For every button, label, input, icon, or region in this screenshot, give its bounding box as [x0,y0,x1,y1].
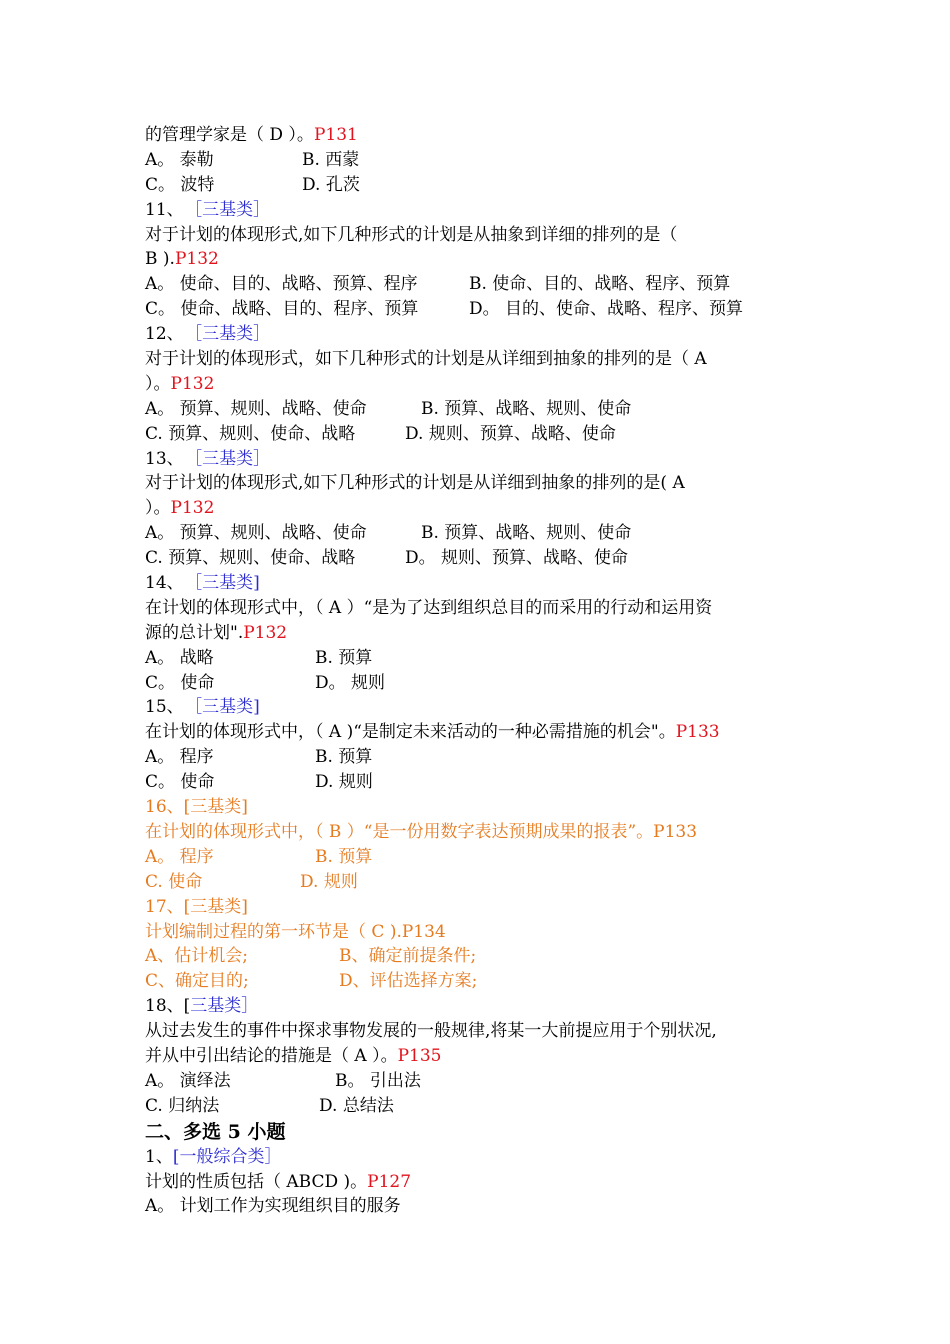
question-header: 1、[一般综合类］ [145,1146,282,1167]
question-text: B ).P132 [145,249,219,270]
question-header: 16、[三基类] [145,797,248,818]
category-tag: ［三基类］ [193,199,271,220]
question-text: 对于计划的体现形式，如下几种形式的计划是从详细到抽象的排列的是（ A [145,349,707,370]
page-ref: P132 [243,622,288,643]
page-ref: P132 [170,498,215,519]
option-row: A。 泰勒 B. 西蒙 [145,149,360,170]
option-row: A。 计划工作为实现组织目的服务 [145,1196,401,1217]
page-ref: P132 [174,249,219,270]
question-header: 14、 ［三基类] [145,573,260,594]
option-row: C。 使命 D。 规则 [145,672,386,693]
option-row: C. 归纳法 D. 总结法 [145,1095,394,1116]
category-tag: ［三基类] [193,573,260,594]
question-text: 对于计划的体现形式,如下几种形式的计划是从详细到抽象的排列的是( A [145,473,685,494]
category-tag: ［三基类] [193,697,260,718]
question-text: 对于计划的体现形式,如下几种形式的计划是从抽象到详细的排列的是（ [145,224,678,245]
question-text: 从过去发生的事件中探求事物发展的一般规律,将某一大前提应用于个别状况, [145,1021,717,1042]
option-row: A。 程序 B. 预算 [145,747,373,768]
document-content [145,123,810,1219]
option-row: C。 使命、战略、目的、程序、预算 D。 目的、使命、战略、程序、预算 [145,299,744,320]
option-row: C. 使命 D. 规则 [145,871,358,892]
option-row: C、确定目的; D、评估选择方案; [145,971,478,992]
option-row: A。 使命、目的、战略、预算、程序 B. 使命、目的、战略、程序、预算 [145,274,731,295]
option-row: A、估计机会; B、确定前提条件; [145,946,477,967]
question-text: 在计划的体现形式中，（ A ）“是为了达到组织总目的而采用的行动和运用资 [145,597,713,618]
question-header: 17、[三基类] [145,896,248,917]
page-ref: P127 [367,1171,412,1192]
option-row: A。 预算、规则、战略、使命 B. 预算、战略、规则、使命 [145,523,632,544]
question-text: ）。P132 [145,498,215,519]
question-line: 的管理学家是（ D ）。P131 [145,125,358,145]
question-text: 并从中引出结论的措施是（ A ）。P135 [145,1045,442,1066]
section-heading: 二、多选 5 小题 [145,1120,286,1143]
option-row: C. 预算、规则、使命、战略 D. 规则、预算、战略、使命 [145,423,616,444]
category-tag: 三基类］ [190,996,259,1017]
option-row: C。 波特 D. 孔茨 [145,174,360,195]
category-tag: [一般综合类］ [172,1146,282,1167]
question-header: 13、 ［三基类］ [145,448,271,469]
option-row: A。 预算、规则、战略、使命 B. 预算、战略、规则、使命 [145,398,632,419]
page-ref: P135 [397,1045,442,1066]
question-header: 12、 ［三基类］ [145,324,271,345]
question-header: 18、[三基类］ [145,996,259,1017]
page-ref: P131 [313,125,358,145]
question-text: 源的总计划".P132 [145,622,288,643]
question-text: 计划编制过程的第一环节是（ C ).P134 [145,921,446,942]
question-text: 在计划的体现形式中，（ B ）“是一份用数字表达预期成果的报表”。P133 [145,821,698,842]
question-header: 11、 ［三基类］ [145,199,271,220]
option-row: A。 演绎法 B。 引出法 [145,1070,421,1091]
option-row: C. 预算、规则、使命、战略 D。 规则、预算、战略、使命 [145,548,629,569]
option-row: A。 战略 B. 预算 [145,647,373,668]
page-ref: P132 [170,373,215,394]
category-tag: ［三基类］ [193,448,271,469]
question-text: 计划的性质包括（ ABCD )。P127 [145,1171,412,1192]
page-ref: P133 [675,722,720,743]
question-header: 15、 ［三基类] [145,697,260,718]
question-text: ）。P132 [145,373,215,394]
option-row: A。 程序 B. 预算 [145,846,373,867]
category-tag: ［三基类］ [193,324,271,345]
option-row: C。 使命 D. 规则 [145,772,373,793]
highlighted-question [145,795,810,994]
question-text: 在计划的体现形式中，（ A )“是制定未来活动的一种必需措施的机会"。P133 [145,722,720,743]
